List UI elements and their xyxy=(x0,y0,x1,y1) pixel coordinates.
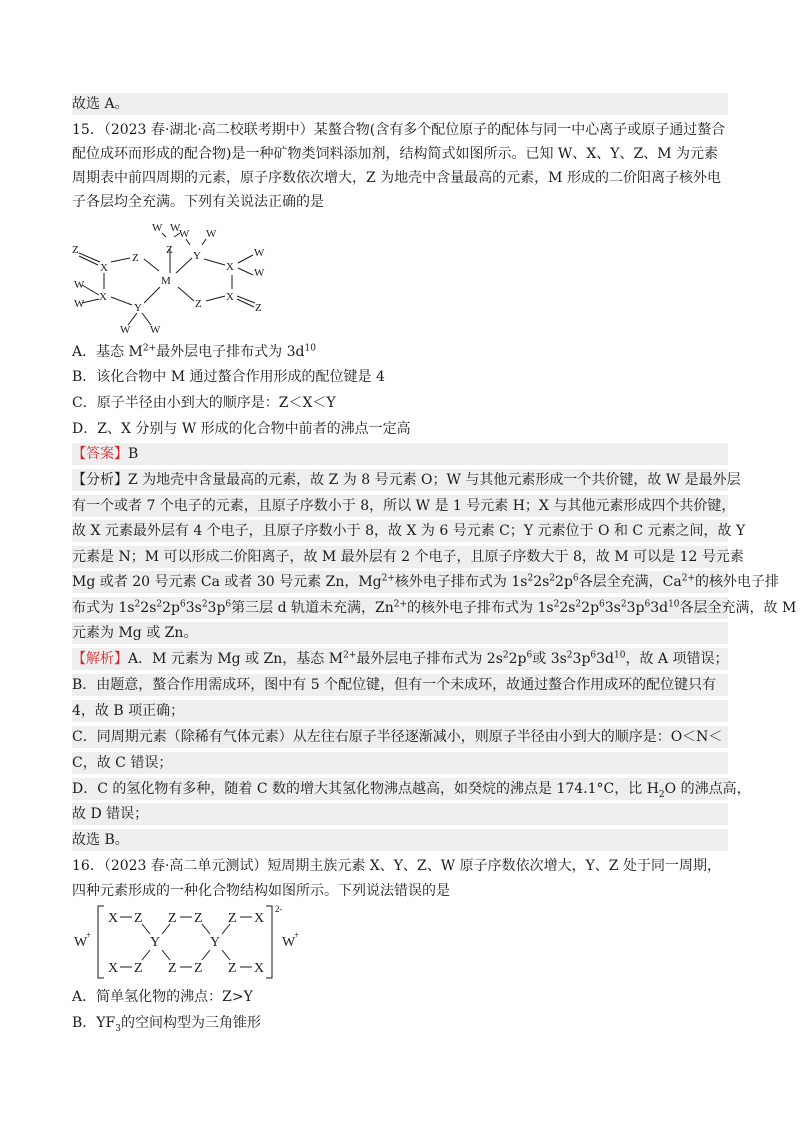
previous-conclusion: 故选 A。 xyxy=(72,93,728,115)
svg-text:Z: Z xyxy=(194,961,203,976)
q15-option-c: C．原子半径由小到大的顺序是：Z＜X＜Y xyxy=(72,395,336,411)
q15-conclusion: 故选 B。 xyxy=(72,829,728,851)
svg-text:W: W xyxy=(254,247,265,259)
q15-explain-c-line-1: C．同周期元素（除稀有气体元素）从左往右原子半径逐渐减小，则原子半径由小到大的顺序是：O＜N＜ xyxy=(72,726,728,748)
q15-explain-c-line-2: C，故 C 错误； xyxy=(72,752,728,774)
svg-text:X: X xyxy=(254,911,265,926)
svg-text:W: W xyxy=(254,267,265,279)
answer-label: 【答案】 xyxy=(72,446,128,462)
svg-text:X: X xyxy=(100,262,108,274)
svg-text:Y: Y xyxy=(210,935,221,950)
q15-explain-b-line-1: B．由题意，螯合作用需成环，图中有 5 个配位键，但有一个未成环，故通过螯合作用成环的配位键只有 xyxy=(72,674,728,696)
q15-stem-line-3: 周期表中前四周期的元素，原子序数依次增大，Z 为地壳中含量最高的元素，M 形成的二价阳离子核外电 xyxy=(72,170,721,186)
svg-text:Z: Z xyxy=(194,911,203,926)
svg-text:Z: Z xyxy=(134,961,143,976)
q16-option-b: B．$YF_3$的空间构型为三角锥形 xyxy=(72,1015,261,1034)
svg-text:+: + xyxy=(294,930,300,940)
svg-text:2-: 2- xyxy=(275,904,283,914)
q15-explain-a: 【解析】A．M 元素为 Mg 或 Zn，基态 $M^{2+}$最外层电子排布式为 $2s^22p^6$或 $3s^23p^63d^{10}$，故 A 项错误； xyxy=(72,648,728,670)
svg-text:Z: Z xyxy=(168,911,177,926)
q15-stem-line-1: 15．（2023 春·湖北·高二校联考期中）某螯合物(含有多个配位原子的配体与同一中心离子或原子通过螯合 xyxy=(72,122,726,138)
svg-text:M: M xyxy=(161,275,171,287)
svg-text:Z: Z xyxy=(228,961,237,976)
q15-explain-b-line-2: 4，故 B 项正确； xyxy=(72,700,728,722)
svg-text:W: W xyxy=(152,222,163,234)
q16-stem-line-2: 四种元素形成的一种化合物结构如图所示。下列说法错误的是 xyxy=(72,883,450,899)
svg-text:X: X xyxy=(99,291,107,303)
svg-text:W: W xyxy=(74,935,88,950)
svg-text:+: + xyxy=(86,930,92,940)
q15-analysis-line-2: 有一个或者 7 个电子的元素，且原子序数小于 8，所以 W 是 1 号元素 H；X 与其他元素形成四个共价键， xyxy=(72,495,728,517)
q15-chelate-structure-figure xyxy=(66,215,286,335)
svg-text:X: X xyxy=(108,911,119,926)
svg-text:W: W xyxy=(120,324,131,335)
svg-text:X: X xyxy=(226,291,234,303)
q15-analysis-line-4: 元素是 N；M 可以形成二价阳离子，故 M 最外层有 2 个电子，且原子序数大于 8，故 M 可以是 12 号元素 xyxy=(72,546,728,568)
svg-text:W: W xyxy=(282,935,296,950)
q15-option-b: B．该化合物中 M 通过螯合作用形成的配位键是 4 xyxy=(72,369,385,385)
svg-text:Z: Z xyxy=(195,298,202,310)
q15-analysis-line-7: 元素为 Mg 或 Zn。 xyxy=(72,622,728,644)
svg-text:Z: Z xyxy=(134,911,143,926)
q15-analysis-line-1: 【分析】Z 为地壳中含量最高的元素，故 Z 为 8 号元素 O；W 与其他元素形成一个共价键，故 W 是最外层 xyxy=(72,469,728,491)
q16-option-a: A．简单氢化物的沸点：Z>Y xyxy=(72,989,253,1005)
q15-answer: 【答案】B xyxy=(72,443,728,465)
q15-stem-line-4: 子各层均全充满。下列有关说法正确的是 xyxy=(72,194,324,210)
svg-text:Y: Y xyxy=(134,302,142,314)
q15-option-d: D．Z、X 分别与 W 形成的化合物中前者的沸点一定高 xyxy=(72,421,411,437)
svg-text:Y: Y xyxy=(193,250,201,262)
q16-stem-line-1: 16．（2023 春·高二单元测试）短周期主族元素 X、Y、Z、W 原子序数依次增大，Y、Z 处于同一周期， xyxy=(72,858,721,874)
q15-explain-d-line-1: D．C 的氢化物有多种，随着 C 数的增大其氢化物沸点越高，如癸烷的沸点是 174.1°C，比 $H_2O$ 的沸点高， xyxy=(72,778,728,800)
svg-text:X: X xyxy=(254,961,265,976)
svg-text:Z: Z xyxy=(255,302,262,314)
svg-text:W: W xyxy=(74,279,85,291)
svg-text:Z: Z xyxy=(132,252,139,264)
svg-text:W: W xyxy=(150,324,161,335)
explain-label: 【解析】 xyxy=(72,651,128,667)
svg-text:Z: Z xyxy=(228,911,237,926)
q15-stem-line-2: 配位成环而形成的配合物)是一种矿物类饲料添加剂，结构简式如图所示。已知 W、X、Y、Z、M 为元素 xyxy=(72,146,719,162)
q15-analysis-line-5: Mg 或者 20 号元素 Ca 或者 30 号元素 Zn，$Mg^{2+}$核外电子排布式为 $1s^22s^22p^6$各层全充满，$Ca^{2+}$的核外电子排 xyxy=(72,571,728,593)
q16-structure-figure xyxy=(70,902,310,984)
svg-text:X: X xyxy=(108,961,119,976)
q15-explain-d-line-2: 故 D 错误； xyxy=(72,803,728,825)
q15-option-a: A．基态 $M^{2+}$最外层电子排布式为 $3d^{10}$ xyxy=(72,343,316,360)
svg-text:W: W xyxy=(179,228,190,240)
svg-text:Z: Z xyxy=(72,244,79,256)
svg-text:Z: Z xyxy=(166,244,173,256)
svg-text:W: W xyxy=(170,222,181,234)
svg-text:W: W xyxy=(206,228,217,240)
svg-text:W: W xyxy=(74,298,85,310)
q15-analysis-line-3: 故 X 元素最外层有 4 个电子，且原子序数小于 8，故 X 为 6 号元素 C；Y 元素位于 O 和 C 元素之间，故 Y xyxy=(72,520,728,542)
analysis-label: 【分析】 xyxy=(72,472,128,488)
svg-text:Y: Y xyxy=(150,935,161,950)
svg-text:Z: Z xyxy=(168,961,177,976)
q15-analysis-line-6: 布式为 $1s^22s^22p^63s^23p^6$第三层 d 轨道未充满，$Zn^{2+}$的核外电子排布式为 $1s^22s^22p^63s^23p^63d^{10}$各层全充满，故 M xyxy=(72,597,728,619)
svg-text:X: X xyxy=(226,261,234,273)
